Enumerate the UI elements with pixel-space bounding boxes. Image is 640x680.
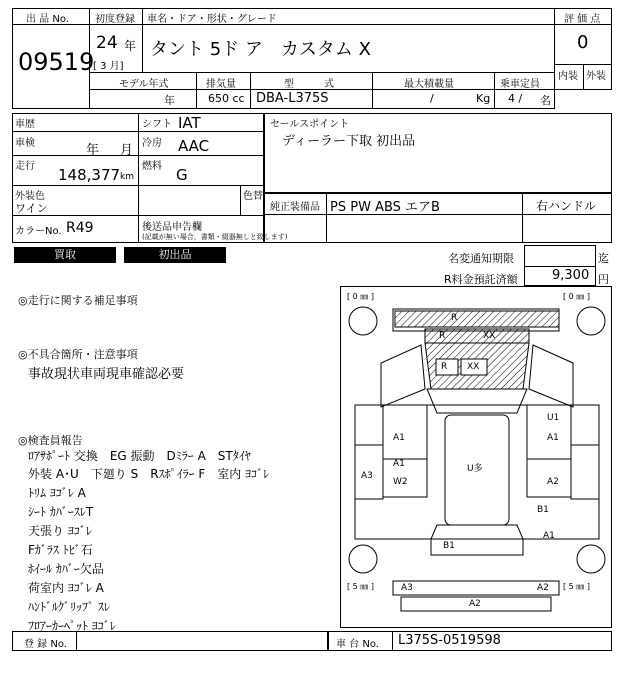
first-reg-label: 初度登録 [95,14,135,25]
inspector-line: 外装 A･U 下廻り S Rｽﾎﾟｲﾗｰ F 室内 ﾖｺﾞﾚ [28,467,270,481]
first-reg-year: 24 [96,33,118,53]
model-year-label: モデル年式 [119,79,169,90]
car-name: タント 5ド ア カスタム X [150,39,371,60]
chassis-value: L375S-0519598 [398,633,501,648]
defects-heading: ◎不具合箇所・注意事項 [18,348,138,361]
inspection-label: 車検 [15,138,35,149]
wheel-rr [577,545,605,573]
recycle-unit: 円 [598,273,609,286]
mark-a3-rear: A3 [401,583,413,593]
tread-fr: [ 0 ㎜ ] [563,292,590,301]
color-no-label: カラーNo. [15,226,62,237]
lot-no: 09519 [18,48,95,76]
displacement-label: 排気量 [206,79,236,90]
first-listing-tag: 初出品 [124,247,226,263]
inspector-line: Fｶﾞﾗｽ ﾄﾋﾞ石 [28,543,93,557]
color-no-value: R49 [66,220,94,236]
inspector-line: ﾎｲｰﾙ ｶﾊﾞｰ欠品 [28,562,104,576]
mark-a1-rf: A1 [547,433,559,443]
history-label: 車歴 [15,119,35,130]
model-label: 車名・ドア・形状・グレード [147,14,277,25]
purchase-tag: 買取 [14,247,116,263]
fuel-label: 燃料 [142,161,162,172]
mark-front-xx: XX [483,331,496,341]
name-change-unit: 迄 [598,252,609,265]
mark-hood-r: R [441,362,448,372]
mark-a1-lf: A1 [393,433,405,443]
inspection-month: 月 [120,143,134,158]
aftermarket-label: 後送品申告欄 [142,222,202,233]
rating-label: 評 価 点 [564,14,601,25]
mark-w2: W2 [393,477,408,487]
wheel-rl [349,545,377,573]
recycle-label: R料金預託済額 [444,273,518,286]
mileage-value: 148,377 [58,166,121,184]
equipment-label: 純正装備品 [270,202,320,213]
inspector-line: ﾛｱｻﾎﾟｰﾄ 交換 EG 振動 Dﾐﾗｰ A STﾀｲﾔ [28,449,251,463]
model-code-label: 型 式 [284,79,334,90]
shift-label: シフト [142,119,172,130]
tread-rr: [ 5 ㎜ ] [563,582,590,591]
inspector-lines [28,447,338,636]
model-code-value: DBA-L375S [256,91,329,106]
displacement-value: 650 cc [208,92,245,105]
mark-a2-bumper: A2 [469,599,481,609]
mark-a3-l: A3 [361,471,373,481]
max-load-label: 最大積載量 [404,79,454,90]
inspector-line: ﾊﾝﾄﾞﾙｸﾞﾘｯﾌﾟ ｽﾚ [28,600,110,614]
interior-label: 内装 [558,71,578,82]
max-load-unit: Kg [476,92,491,105]
mark-b1-rear: B1 [443,541,455,551]
tread-fl: [ 0 ㎜ ] [347,292,374,301]
wheel-fr [577,307,605,335]
inspector-line: 天張り ﾖｺﾞﾚ [28,524,92,538]
capacity-value: 4 / [508,92,523,105]
mark-roof: U多 [467,464,483,474]
max-load-value: / [430,92,434,105]
inspector-line: ｼｰﾄ ｶﾊﾞｰｽﾚT [28,505,94,519]
mark-front-r2: R [439,331,446,341]
sales-point-label: セールスポイント [270,119,350,130]
inspector-line: ﾄﾘﾑ ﾖｺﾞﾚ A [28,486,86,500]
driving-heading: ◎走行に関する補足事項 [18,294,138,307]
aftermarket-note: (記載が無い場合，書類・綴器無しと致します) [142,233,288,241]
fuel-value: G [176,166,188,184]
tread-rl: [ 5 ㎜ ] [347,582,374,591]
sales-point-value: ディーラー下取 初出品 [282,134,416,149]
mark-front-r: R [451,313,458,323]
rear-bumper [393,581,559,595]
name-change-box [524,245,596,267]
capacity-unit: 名 [540,94,551,107]
aftermarket-box [264,214,612,243]
first-reg-month: [ 3 月] [93,61,124,72]
equipment-value: PS PW ABS エアB [330,200,440,215]
exterior-label: 外装 [586,71,606,82]
ext-color-label: 外装色 [15,191,45,202]
mark-hood-xx: XX [467,362,480,372]
name-change-label: 名変通知期限 [448,252,514,265]
mark-b1-r: B1 [537,505,549,515]
inspector-line: 荷室内 ﾖｺﾞﾚ A [28,581,104,595]
steering-value: 右ハンドル [536,199,597,213]
inspector-line: ﾌﾛｱｰｶｰﾍﾟｯﾄ ﾖｺﾞﾚ [28,619,116,633]
reg-no-label: 登 録 No. [24,639,67,650]
color-change-label: 色替 [243,191,263,202]
car-diagram [340,286,612,628]
recycle-value: 9,300 [552,268,590,283]
mark-u1: U1 [547,413,560,423]
defects-text: 事故現状車両現車確認必要 [28,367,185,382]
capacity-label: 乗車定員 [500,79,540,90]
mileage-label: 走行 [15,161,35,172]
ac-value: AAC [178,137,210,155]
model-year-value: 年 [164,94,175,107]
first-reg-year-unit: 年 [124,39,137,53]
mark-a2-rear: A2 [537,583,549,593]
mark-a2-r: A2 [547,477,559,487]
mark-a1-ld: A1 [393,459,405,469]
car-diagram-svg [341,287,611,627]
ext-color-value: ワイン [15,202,48,215]
inspector-heading: ◎検査員報告 [18,434,83,447]
mark-a1-rr: A1 [543,531,555,541]
wheel-fl [349,307,377,335]
rating-value: 0 [577,32,589,53]
mileage-unit: km [120,172,134,182]
chassis-label: 車 台 No. [336,639,379,650]
inspection-year: 年 [86,143,100,158]
lot-no-label: 出 品 No. [26,14,69,25]
shift-value: IAT [178,114,201,132]
ac-label: 冷房 [142,138,162,149]
